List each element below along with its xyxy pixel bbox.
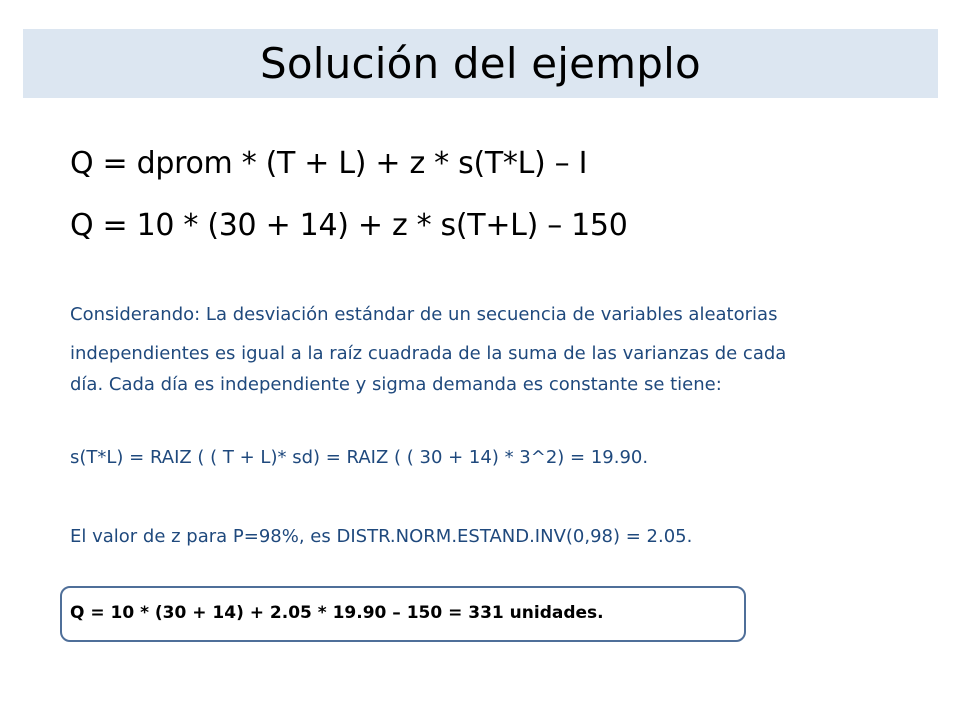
- slide-title: Solución del ejemplo: [260, 39, 701, 88]
- formula-substituted: Q = 10 * (30 + 14) + z * s(T+L) – 150: [70, 208, 628, 243]
- result-formula: Q = 10 * (30 + 14) + 2.05 * 19.90 – 150 = 331 unidades.: [70, 603, 604, 623]
- considering-line-2: independientes es igual a la raíz cuadrada de la suma de las varianzas de cada: [70, 343, 787, 364]
- considering-line-1: Considerando: La desviación estándar de un secuencia de variables aleatorias: [70, 304, 778, 325]
- sigma-calculation: s(T*L) = RAIZ ( ( T + L)* sd) = RAIZ ( ( 30 + 14) * 3^2) = 19.90.: [70, 447, 649, 468]
- formula-general: Q = dprom * (T + L) + z * s(T*L) – I: [70, 146, 588, 181]
- considering-line-3: día. Cada día es independiente y sigma demanda es constante se tiene:: [70, 374, 722, 395]
- result-box: [60, 586, 746, 642]
- title-band: [23, 29, 938, 98]
- z-value-statement: El valor de z para P=98%, es DISTR.NORM.ESTAND.INV(0,98) = 2.05.: [70, 526, 693, 547]
